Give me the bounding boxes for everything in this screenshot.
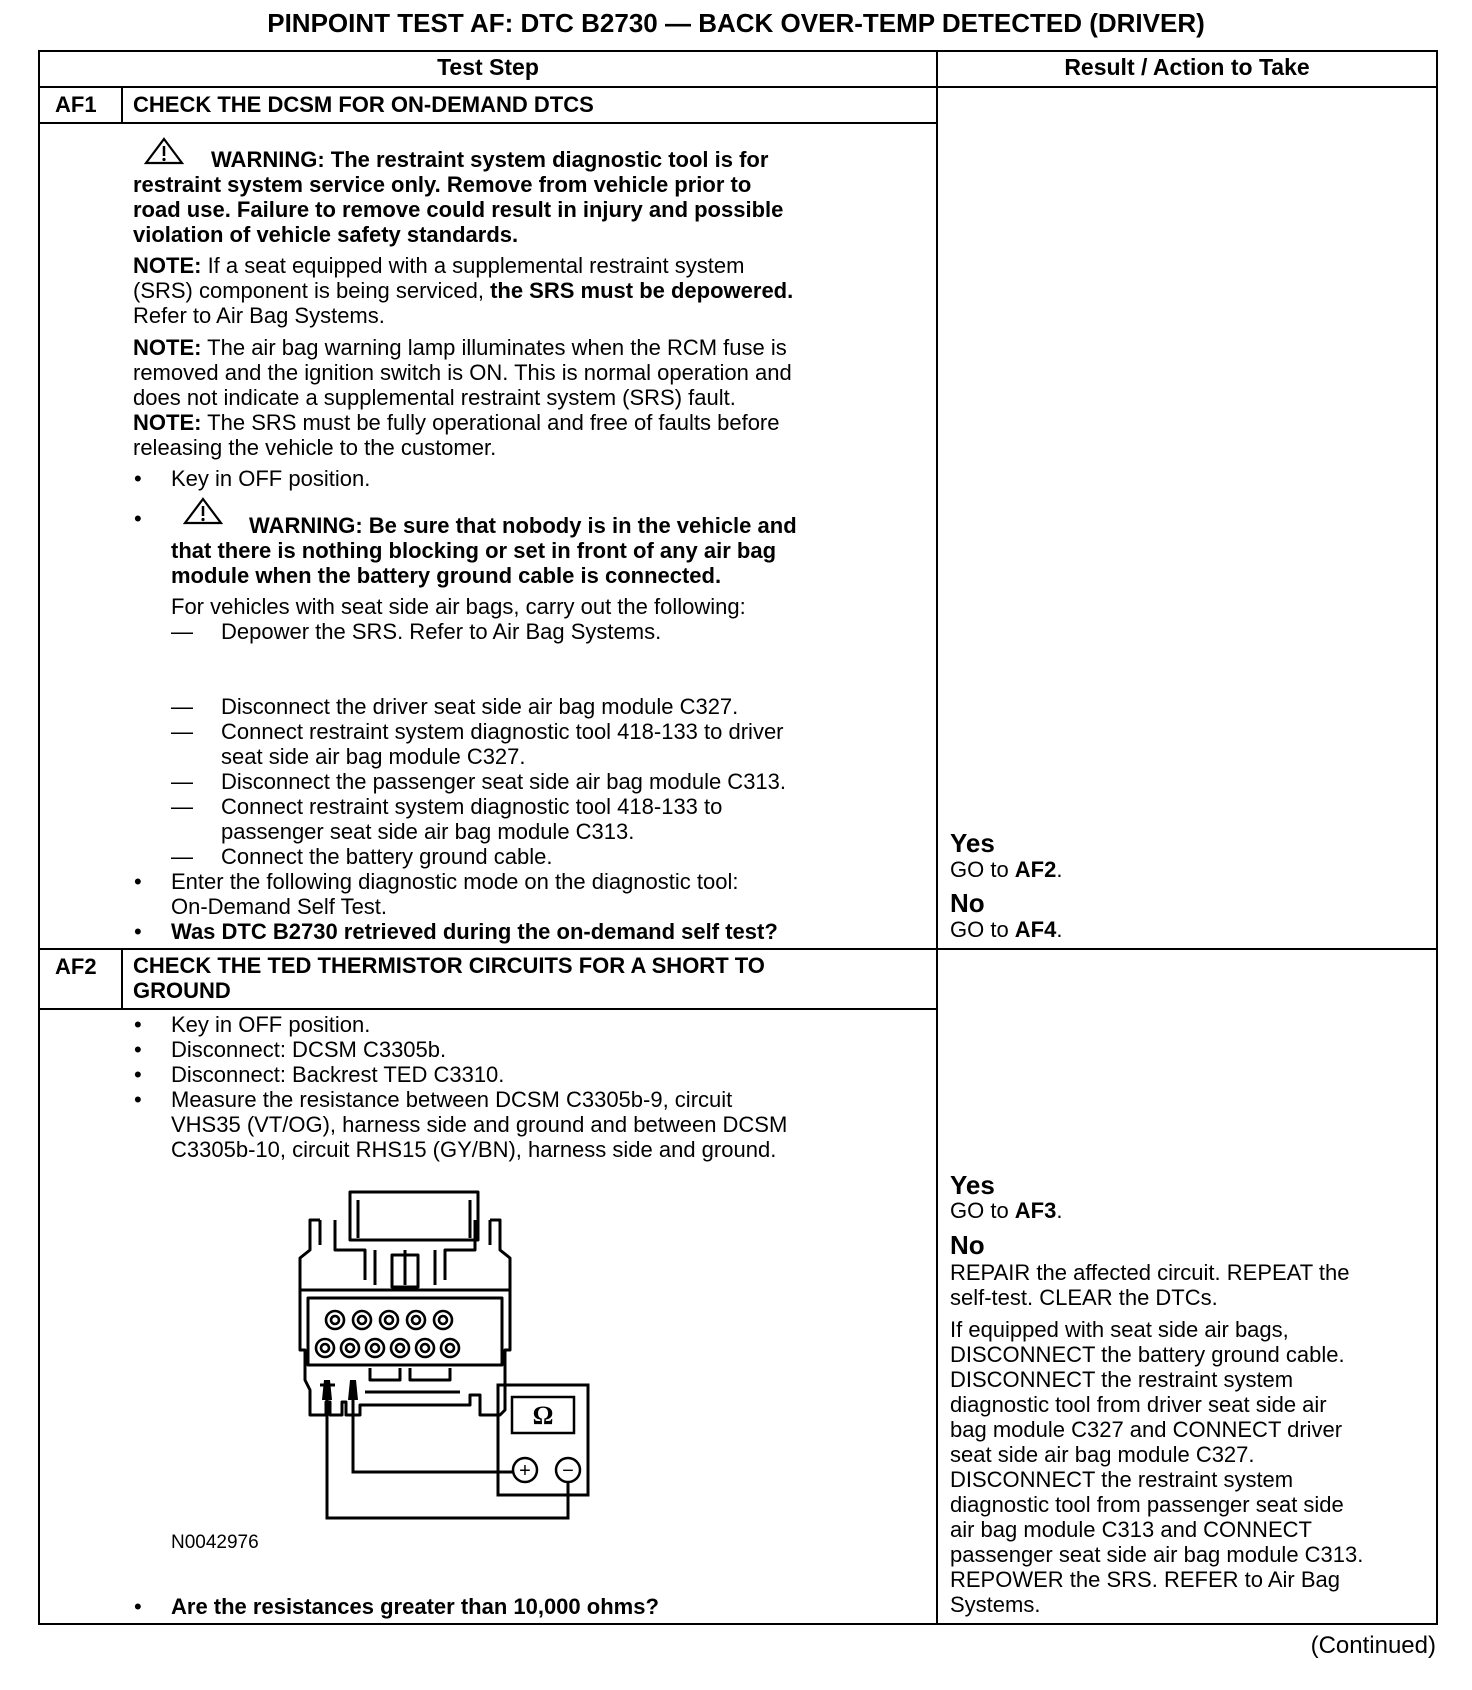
step-id-af1: AF1 <box>55 92 97 117</box>
connector-outline <box>300 1192 510 1415</box>
bullet-marker: • <box>134 1012 142 1037</box>
dash-marker: — <box>171 794 193 819</box>
af2-question: Are the resistances greater than 10,000 ohms? <box>171 1594 659 1619</box>
note-text: The SRS must be fully operational and free of faults before <box>201 410 780 435</box>
af1-warning-1 <box>133 147 783 247</box>
step-title-af2 <box>133 953 765 1003</box>
dash-item-line: Connect restraint system diagnostic tool 418-133 to <box>221 794 723 819</box>
note-text: releasing the vehicle to the customer. <box>133 435 497 460</box>
af2-bullet <box>171 1087 787 1162</box>
continued-label: (Continued) <box>1310 1632 1436 1659</box>
af2-no-action <box>950 1260 1349 1310</box>
no-extra-line: DISCONNECT the battery ground cable. <box>950 1342 1345 1367</box>
af1-no-action: GO to AF4. <box>950 917 1063 942</box>
no-extra-line: air bag module C313 and CONNECT <box>950 1517 1312 1542</box>
af1-note-1 <box>133 253 793 328</box>
enter-mode-line: Enter the following diagnostic mode on the diagnostic tool: <box>171 869 739 894</box>
goto-text: GO to <box>950 917 1015 942</box>
header-divider <box>38 86 1438 88</box>
note-text: (SRS) component is being serviced, <box>133 278 491 303</box>
af2-bullet: Disconnect: Backrest TED C3310. <box>171 1062 505 1087</box>
af1-id-divider <box>121 86 123 122</box>
meter-minus-label: − <box>562 1460 574 1482</box>
af1-seat-side-intro: For vehicles with seat side air bags, carry out the following: <box>171 594 746 619</box>
note-text: removed and the ignition switch is ON. This is normal operation and <box>133 360 792 385</box>
af2-title-divider <box>38 1008 937 1010</box>
goto-text: GO to <box>950 1198 1015 1223</box>
no-extra-line: REPOWER the SRS. REFER to Air Bag <box>950 1567 1341 1592</box>
af1-yes-label: Yes <box>950 828 995 858</box>
no-extra-line: DISCONNECT the restraint system <box>950 1367 1294 1392</box>
step-title-line: CHECK THE TED THERMISTOR CIRCUITS FOR A SHORT TO <box>133 953 765 978</box>
no-extra-line: diagnostic tool from driver seat side air <box>950 1392 1327 1417</box>
af1-yes-action: GO to AF2. <box>950 857 1063 882</box>
header-test-step: Test Step <box>437 54 539 80</box>
goto-ref: AF3 <box>1014 1198 1057 1223</box>
header-result: Result / Action to Take <box>1064 54 1310 80</box>
af1-dash-item: Connect the battery ground cable. <box>221 844 553 869</box>
dash-marker: — <box>171 769 193 794</box>
af1-no-label: No <box>950 888 985 918</box>
probe-tip <box>322 1380 332 1400</box>
af1-note-3 <box>133 410 780 460</box>
note-label: NOTE: <box>133 410 202 435</box>
af1-warning-2 <box>171 513 797 588</box>
note-text: If a seat equipped with a supplemental restraint system <box>201 253 745 278</box>
warning-line: violation of vehicle safety standards. <box>133 222 519 247</box>
goto-ref: AF2 <box>1014 857 1057 882</box>
bullet-marker: • <box>134 506 142 531</box>
af2-bullet: Key in OFF position. <box>171 1012 371 1037</box>
dash-item-line: seat side air bag module C327. <box>221 744 526 769</box>
dash-item-line: Connect restraint system diagnostic tool 418-133 to driver <box>221 719 784 744</box>
no-action-line: REPAIR the affected circuit. REPEAT the <box>950 1260 1350 1285</box>
af1-note-2 <box>133 335 792 410</box>
step-id-af2: AF2 <box>55 954 97 979</box>
af2-id-divider <box>121 948 123 1008</box>
warning-line: road use. Failure to remove could result in injury and possible <box>133 197 784 222</box>
figure-id: N0042976 <box>171 1532 259 1553</box>
step-title-line: GROUND <box>133 978 231 1003</box>
af1-dash-item: Disconnect the driver seat side air bag module C327. <box>221 694 739 719</box>
no-extra-line: passenger seat side air bag module C313. <box>950 1542 1364 1567</box>
af2-no-extra <box>950 1317 1363 1617</box>
af1-dash-item: Disconnect the passenger seat side air bag module C313. <box>221 769 787 794</box>
goto-ref: AF4 <box>1014 917 1057 942</box>
bullet-marker: • <box>134 466 142 491</box>
dash-marker: — <box>171 619 193 644</box>
note-label: NOTE: <box>133 335 202 360</box>
connector-ohmmeter-figure <box>160 1180 660 1540</box>
af1-dash-item <box>221 794 722 844</box>
note-emphasis: the SRS must be depowered. <box>490 278 794 303</box>
ohm-symbol: Ω <box>532 1401 554 1430</box>
page-title: PINPOINT TEST AF: DTC B2730 — BACK OVER-TEMP DETECTED (DRIVER) <box>267 8 1205 38</box>
connector-pins <box>316 1311 459 1357</box>
column-divider <box>936 50 938 1625</box>
warning-line: WARNING: Be sure that nobody is in the vehicle and <box>249 513 797 538</box>
note-text: The air bag warning lamp illuminates when the RCM fuse is <box>201 335 787 360</box>
enter-mode-line: On-Demand Self Test. <box>171 894 388 919</box>
af2-no-label: No <box>950 1230 985 1260</box>
no-extra-line: bag module C327 and CONNECT driver <box>950 1417 1343 1442</box>
bullet-marker: • <box>134 919 142 944</box>
no-extra-line: DISCONNECT the restraint system <box>950 1467 1294 1492</box>
af1-question: Was DTC B2730 retrieved during the on-demand self test? <box>171 919 778 944</box>
af1-dash-item <box>221 719 784 769</box>
af2-yes-action: GO to AF3. <box>950 1198 1063 1223</box>
af1-key-off: Key in OFF position. <box>171 466 371 491</box>
dash-item-line: passenger seat side air bag module C313. <box>221 819 635 844</box>
warning-line: that there is nothing blocking or set in front of any air bag <box>171 538 777 563</box>
bullet-marker: • <box>134 869 142 894</box>
af1-depower: Depower the SRS. Refer to Air Bag Systems. <box>221 619 662 644</box>
no-extra-line: If equipped with seat side air bags, <box>950 1317 1289 1342</box>
af1-af2-divider <box>38 948 1438 950</box>
goto-text: GO to <box>950 857 1015 882</box>
warning-line: module when the battery ground cable is connected. <box>171 563 722 588</box>
no-extra-line: diagnostic tool from passenger seat side <box>950 1492 1344 1517</box>
warning-line: WARNING: The restraint system diagnostic tool is for <box>211 147 769 172</box>
bullet-marker: • <box>134 1062 142 1087</box>
step-title-af1: CHECK THE DCSM FOR ON-DEMAND DTCS <box>133 92 594 117</box>
no-extra-line: Systems. <box>950 1592 1041 1617</box>
note-label: NOTE: <box>133 253 202 278</box>
bullet-marker: • <box>134 1594 142 1619</box>
probe-tip <box>348 1380 358 1400</box>
bullet-line: Measure the resistance between DCSM C3305b-9, circuit <box>171 1087 733 1112</box>
meter-plus-label: + <box>519 1460 531 1482</box>
no-action-line: self-test. CLEAR the DTCs. <box>950 1285 1218 1310</box>
af2-yes-label: Yes <box>950 1170 995 1200</box>
bullet-marker: • <box>134 1087 142 1112</box>
note-text: Refer to Air Bag Systems. <box>133 303 385 328</box>
dash-marker: — <box>171 844 193 869</box>
no-extra-line: seat side air bag module C327. <box>950 1442 1255 1467</box>
af2-bullet: Disconnect: DCSM C3305b. <box>171 1037 447 1062</box>
bullet-line: VHS35 (VT/OG), harness side and ground and between DCSM <box>171 1112 788 1137</box>
af1-title-divider <box>38 122 937 124</box>
bullet-line: C3305b-10, circuit RHS15 (GY/BN), harness side and ground. <box>171 1137 777 1162</box>
dash-marker: — <box>171 694 193 719</box>
note-text: does not indicate a supplemental restraint system (SRS) fault. <box>133 385 736 410</box>
warning-line: restraint system service only. Remove from vehicle prior to <box>133 172 752 197</box>
af1-enter-mode <box>171 869 738 919</box>
dash-marker: — <box>171 719 193 744</box>
bullet-marker: • <box>134 1037 142 1062</box>
